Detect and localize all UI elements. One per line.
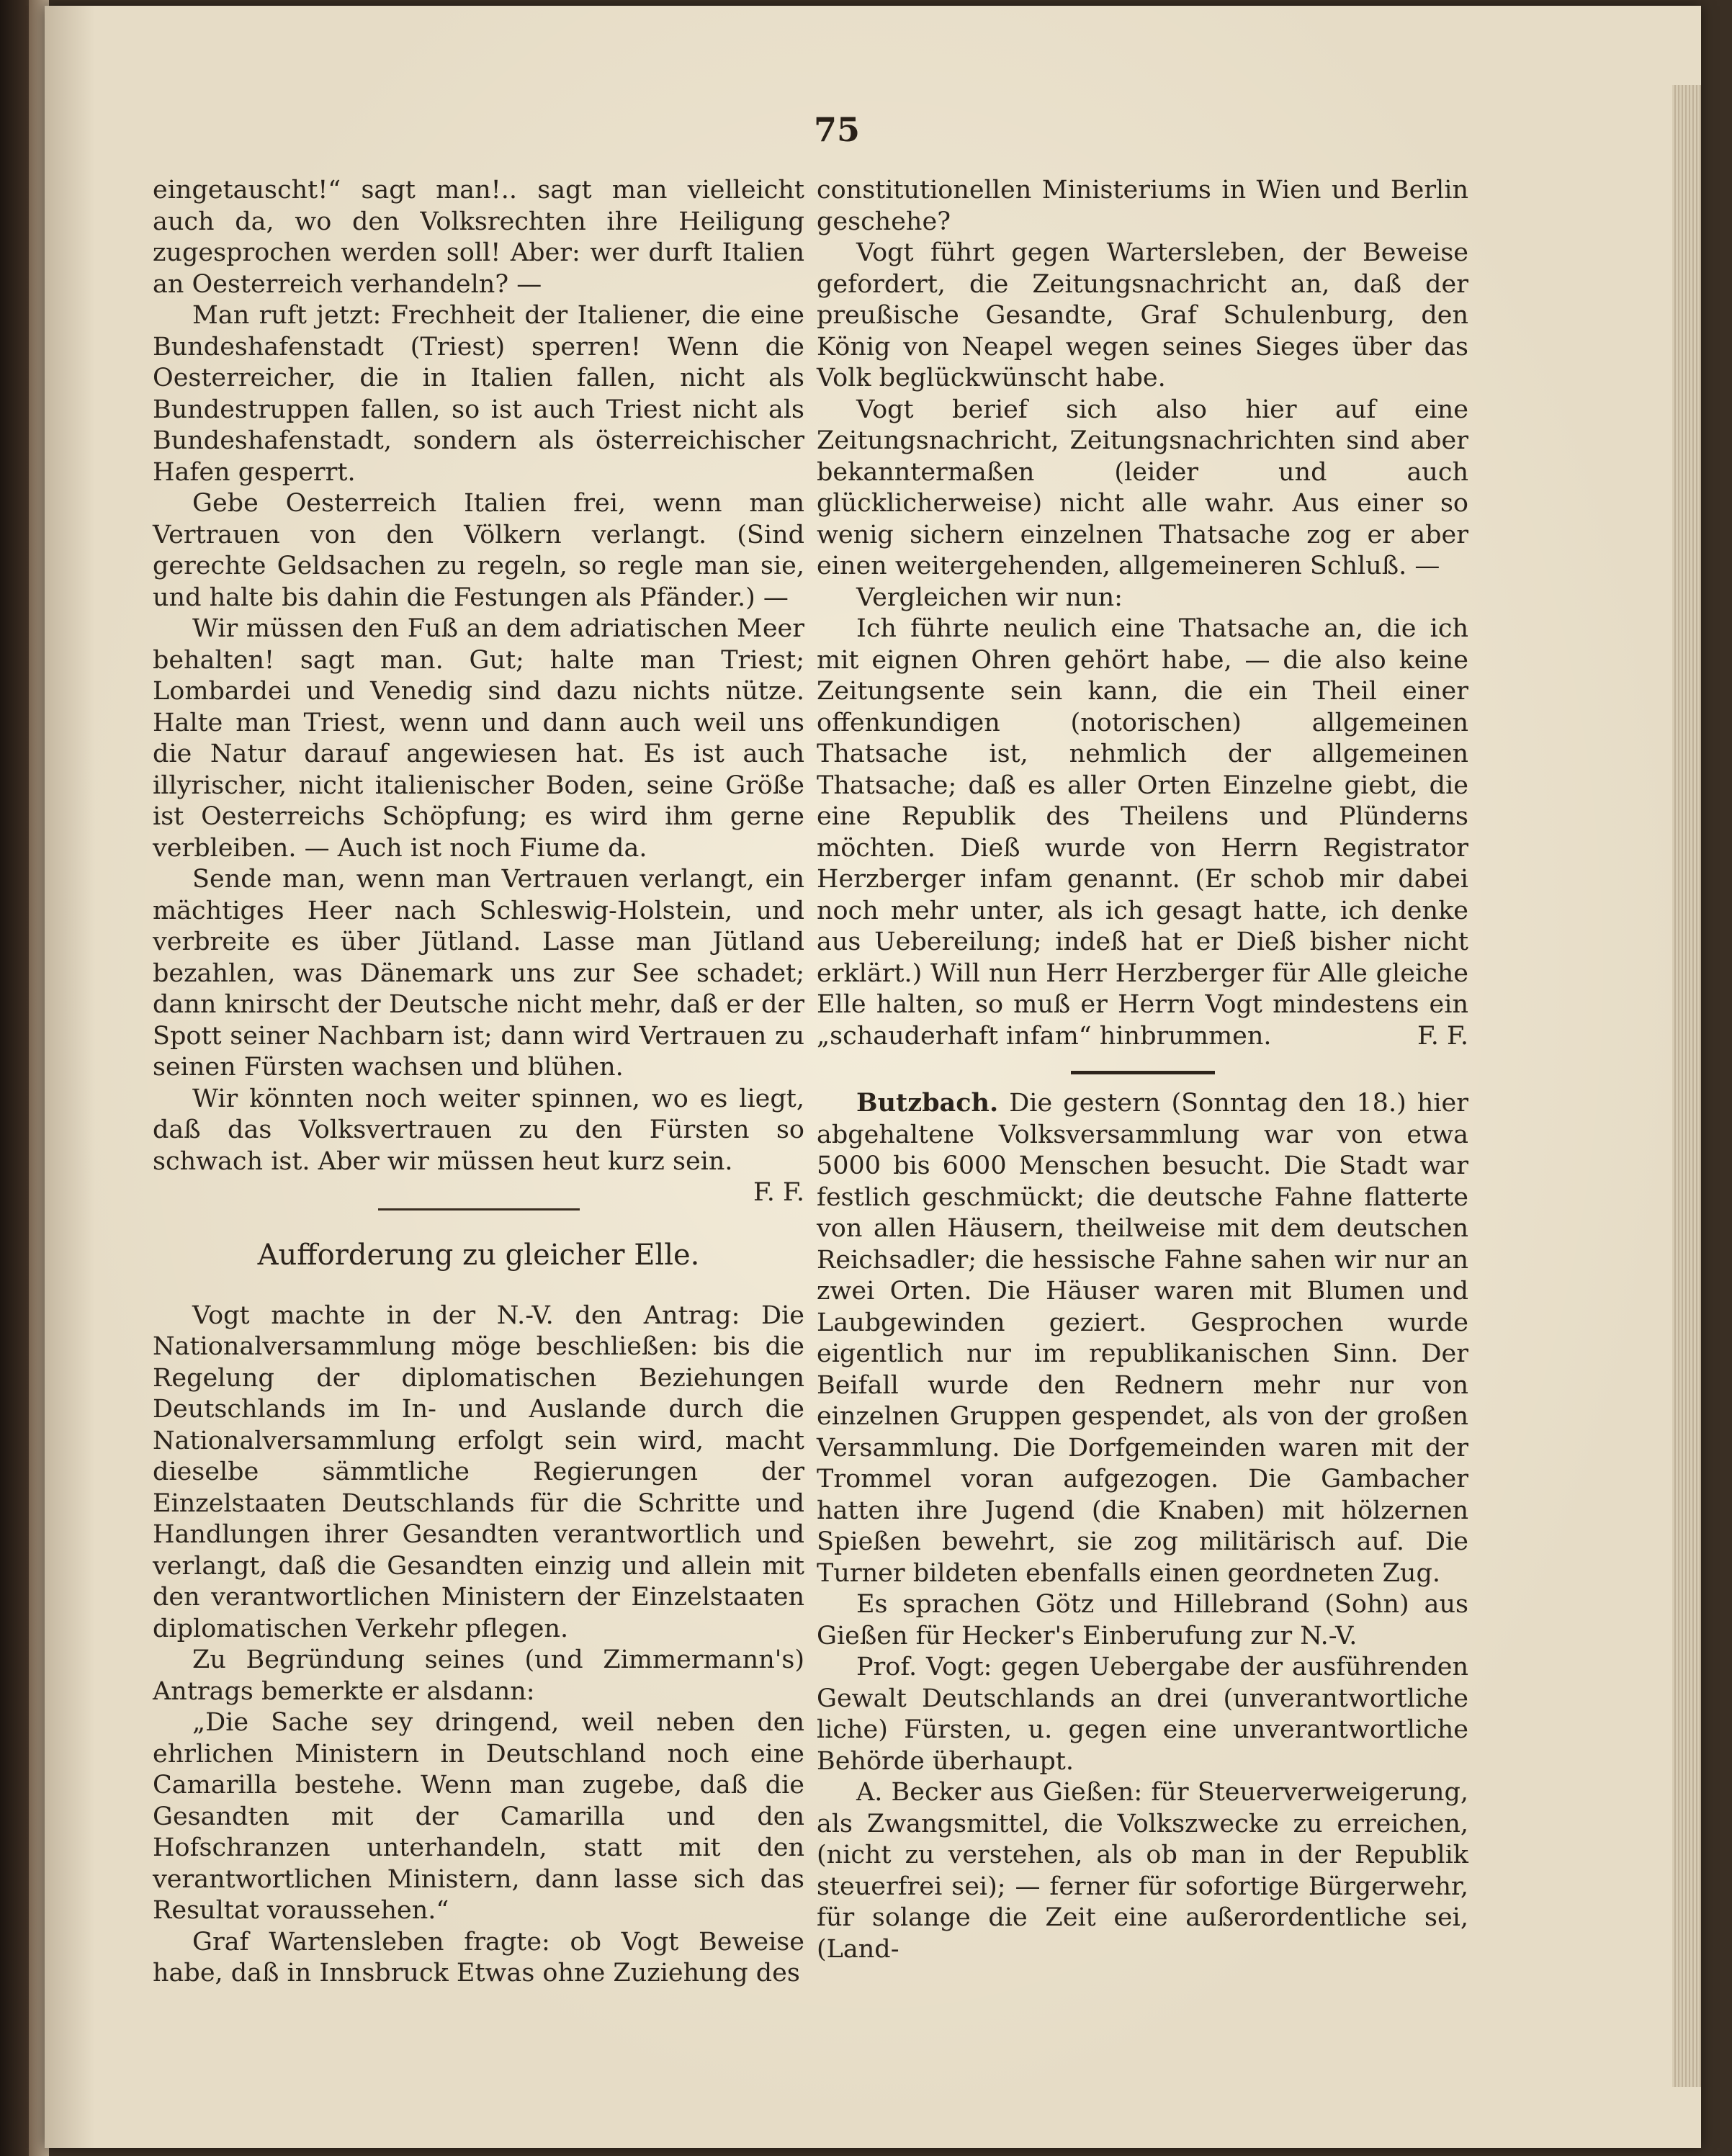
right-column (817, 175, 1468, 1965)
paragraph-text: Ich führte neulich eine Thatsache an, die ich mit eignen Ohren gehört habe, — die also keine Zeitungsente sein kann, die ein Theil einer offenkundigen (notorischen) allgemeinen Thatsache ist, nehmlich der allgemeinen Thatsache; daß es aller Orten Einzelne giebt, die eine Republik des Theilens und Plünderns möchten. Dieß wurde von Herrn Registrator Herzberger infam genannt. (Er schob mir dabei noch mehr unter, als ich gesagt hatte, ich denke aus Uebereilung; indeß hat er Dieß bisher nicht erklärt.) Will nun Herr Herzberger für Alle gleiche Elle halten, so muß er Herrn Vogt mindestens ein „schauderhaft infam“ hinbrummen. (817, 614, 1468, 1051)
paragraph: Graf Wartensleben fragte: ob Vogt Beweise habe, daß in Innsbruck Etwas ohne Zuziehung des (153, 1927, 804, 1987)
paragraph: Sende man, wenn man Vertrauen verlangt, ein mächtiges Heer nach Schleswig-Holstein, und verbreite es über Jütland. Lasse man Jütland bezahlen, was Dänemark uns zur See schadet; dann knirscht der Deutsche nicht mehr, daß er der Spott seiner Nachbarn ist; dann wird Vertrauen zu seinen Fürsten wachsen und blühen. (153, 865, 804, 1082)
section-divider (378, 1208, 580, 1210)
author-signature: F. F. (1417, 1021, 1468, 1051)
newspaper-page (45, 6, 1701, 2148)
paragraph (817, 1087, 1468, 1589)
article-heading: Aufforderung zu gleicher Elle. (257, 1239, 700, 1272)
paragraph (817, 614, 1468, 1052)
section-divider (1071, 1071, 1215, 1074)
page-number: 75 (813, 110, 860, 149)
paragraph: Man ruft jetzt: Frechheit der Italiener, die eine Bundeshafenstadt (Triest) sperren! Wenn die Oesterreicher, die in Italien fallen, nicht als Bundestruppen fallen, so ist auch Triest nicht als Bundeshafenstadt, sondern als österreichischer Hafen gesperrt. (153, 301, 804, 487)
paragraph: Es sprachen Götz und Hillebrand (Sohn) aus Gießen für Hecker's Einberufung zur N.-V. (817, 1590, 1468, 1650)
paragraph: Gebe Oesterreich Italien frei, wenn man Vertrauen von den Völkern verlangt. (Sind gerechte Geldsachen zu regeln, so regle man sie, und halte bis dahin die Festungen als Pfänder.) — (153, 489, 804, 612)
paragraph: Vogt berief sich also hier auf eine Zeitungsnachricht, Zeitungsnachrichten sind aber bekanntermaßen (leider und auch glücklicherweise) nicht alle wahr. Aus einer so wenig sichern einzelnen Thatsache zog er aber einen weitergehenden, allgemeineren Schluß. — (817, 395, 1468, 580)
paragraph-text: Die gestern (Sonntag den 18.) hier abgehaltene Volksversammlung war von etwa 5000 bis 6000 Menschen besucht. Die Stadt war festlich geschmückt; die deutsche Fahne flatterte von allen Häusern, theilweise mit dem deutschen Reichsadler; die hessische Fahne sahen wir nur an zwei Orten. Die Häuser waren mit Blumen und Laubgewinden geziert. Gesprochen wurde eigentlich nur im republikanischen Sinn. Der Beifall wurde den Rednern mehr nur von einzelnen Gruppen gespendet, als von der großen Versammlung. Die Dorfgemeinden waren mit der Trommel voran aufgezogen. Die Gambacher hatten ihre Jugend (die Knaben) mit hölzernen Spießen bewehrt, sie zog militärisch auf. Die Turner bildeten ebenfalls einen geordneten Zug. (817, 1089, 1468, 1588)
paragraph: Vogt führt gegen Wartersleben, der Beweise gefordert, die Zeitungsnachricht an, daß der preußische Gesandte, Graf Schulenburg, den König von Neapel wegen seines Sieges über das Volk beglückwünscht habe. (817, 238, 1468, 392)
paragraph: Prof. Vogt: gegen Uebergabe der ausführenden Gewalt Deutschlands an drei (unverantwortliche liche) Fürsten, u. gegen eine unverantwortliche Behörde überhaupt. (817, 1653, 1468, 1776)
page-stack-edges (1672, 85, 1701, 2087)
paragraph: A. Becker aus Gießen: für Steuerverweigerung, als Zwangsmittel, die Volkszwecke zu erreichen, (nicht zu verstehen, als ob man in der Republik steuerfrei sei); — ferner für sofortige Bürgerwehr, für solange die Zeit eine außerordentliche sei, (Land- (817, 1778, 1468, 1964)
paragraph: eingetauscht!“ sagt man!.. sagt man vielleicht auch da, wo den Volksrechten ihre Heiligung zugesprochen werden soll! Aber: wer durft Italien an Oesterreich verhandeln? — (153, 176, 804, 299)
dateline: Butzbach. (856, 1088, 999, 1118)
left-column (153, 175, 804, 1990)
paragraph: Wir müssen den Fuß an dem adriatischen Meer behalten! sagt man. Gut; halte man Triest; Lombardei und Venedig sind dazu nichts nütze. Halte man Triest, wenn und dann auch weil uns die Natur darauf angewiesen hat. Es ist auch illyrischer, nicht italienischer Boden, seine Größe ist Oesterreichs Schöpfung; es wird ihm gerne verbleiben. — Auch ist noch Fiume da. (153, 614, 804, 863)
paragraph: Vogt machte in der N.-V. den Antrag: Die Nationalversammlung möge beschließen: bis die Regelung der diplomatischen Beziehungen Deutschlands im In- und Auslande durch die Nationalversammlung erfolgt sein wird, macht dieselbe sämmtliche Regierungen der Einzelstaaten Deutschlands für die Schritte und Handlungen ihrer Gesandten verantwortlich und verlangt, daß die Gesandten einzig und allein mit den verantwortlichen Ministern der Einzelstaaten diplomatischen Verkehr pflegen. (153, 1301, 804, 1643)
paragraph (153, 1084, 804, 1207)
author-signature: F. F. (753, 1178, 804, 1207)
paragraph: Vergleichen wir nun: (856, 583, 1123, 612)
paragraph-text: Wir könnten noch weiter spinnen, wo es liegt, daß das Volksvertrauen zu den Fürsten so schwach ist. Aber wir müssen heut kurz sein. (153, 1084, 804, 1176)
paragraph: Zu Begründung seines (und Zimmermann's) Antrags bemerkte er alsdann: (153, 1645, 804, 1706)
paragraph: constitutionellen Ministeriums in Wien und Berlin geschehe? (817, 176, 1468, 236)
quotation: „Die Sache sey dringend, weil neben den ehrlichen Ministern in Deutschland noch eine Camarilla bestehe. Wenn man zugebe, daß die Gesandten mit der Camarilla und den Hofschranzen unterhandeln, statt mit den verantwortlichen Ministern, dann lasse sich das Resultat voraussehen.“ (153, 1708, 804, 1925)
